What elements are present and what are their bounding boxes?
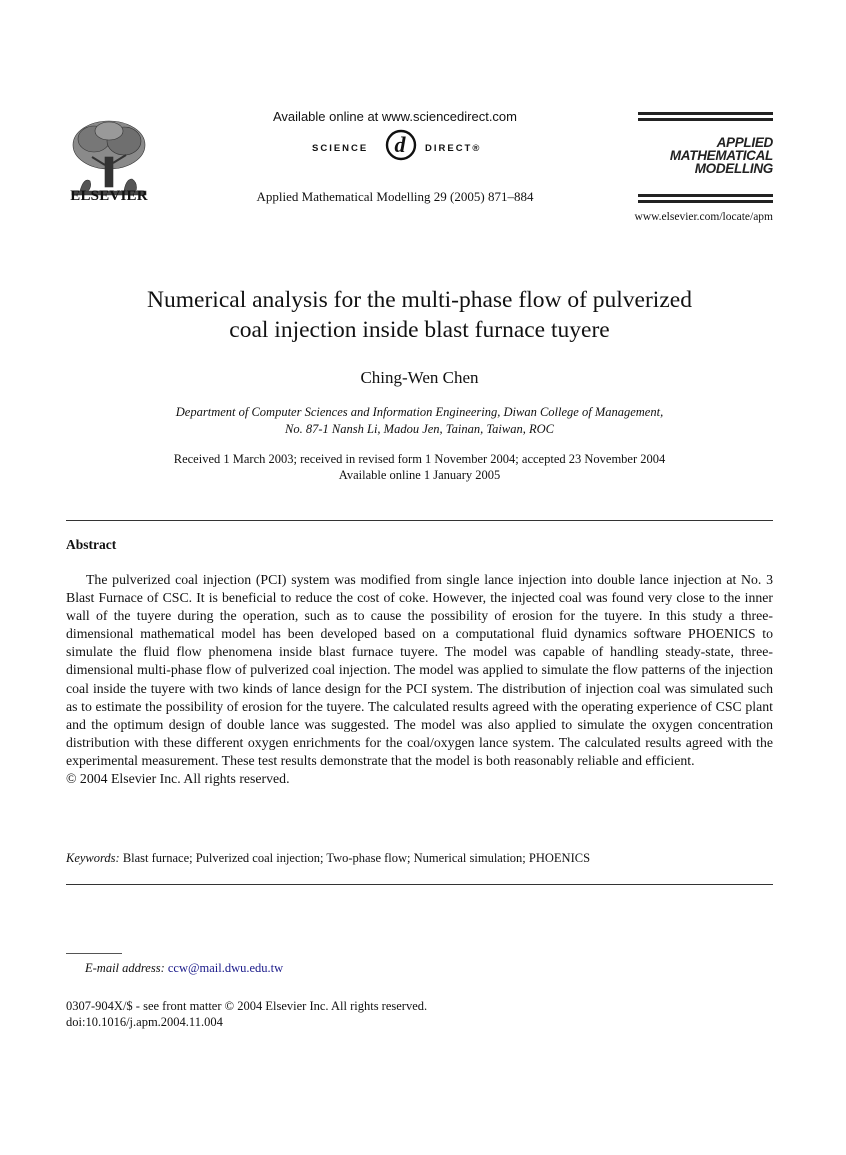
available-online-notice: Available online at www.sciencedirect.com: [273, 109, 517, 124]
section-divider: [66, 884, 773, 885]
author-name: Ching-Wen Chen: [360, 368, 479, 387]
article-title: [66, 285, 773, 345]
keywords-label: Keywords:: [66, 851, 120, 865]
affiliation-line-1: Department of Computer Sciences and Information Engineering, Diwan College of Management,: [175, 405, 664, 419]
journal-logo-rule: [638, 200, 773, 203]
email-label: E-mail address:: [85, 961, 165, 975]
sciencedirect-right-word: DIRECT®: [425, 143, 482, 154]
author-email-footnote: [85, 961, 283, 976]
article-title-line-1: Numerical analysis for the multi-phase flow of pulverized: [147, 287, 692, 313]
journal-logo-line-1: APPLIED: [716, 135, 773, 150]
journal-logo-rule: [638, 112, 773, 115]
sciencedirect-at-icon: [381, 126, 421, 162]
sciencedirect-logo: [230, 126, 560, 162]
svg-text:d: d: [394, 132, 408, 157]
journal-url-link[interactable]: www.elsevier.com/locate/apm: [634, 211, 773, 223]
front-matter: [66, 998, 427, 1030]
doi-link[interactable]: doi:10.1016/j.apm.2004.11.004: [66, 1015, 223, 1029]
front-matter-notice: 0307-904X/$ - see front matter © 2004 Elsevier Inc. All rights reserved.: [66, 999, 428, 1013]
author-affiliation: [66, 404, 773, 438]
journal-reference: Applied Mathematical Modelling 29 (2005) 871–884: [256, 189, 534, 204]
journal-logo-line-2: MATHEMATICAL: [669, 148, 773, 163]
journal-logo-line-3: MODELLING: [694, 161, 773, 176]
abstract-heading: Abstract: [66, 537, 117, 552]
available-online-date: Available online 1 January 2005: [338, 468, 501, 482]
keywords: [66, 851, 773, 866]
publisher-name: ELSEVIER: [70, 188, 148, 204]
keywords-list: Blast furnace; Pulverized coal injection; Two-phase flow; Numerical simulation; PHOENICS: [122, 851, 591, 865]
footnote-rule: [66, 953, 122, 954]
journal-logo-rule: [638, 118, 773, 121]
affiliation-line-2: No. 87-1 Nansh Li, Madou Jen, Tainan, Taiwan, ROC: [285, 422, 554, 436]
journal-logo-rule: [638, 194, 773, 197]
abstract-text: The pulverized coal injection (PCI) system was modified from single lance injection into double lance injection at No. 3 Blast Furnace of CSC. It is beneficial to reduce the cost of coke. However, the injected coal was found very close to the inner wall of the tuyere during the operation, such as to cause the possibility of erosion for the tuyere. In this study a three-dimensional mathematical model has been developed based on a computational fluid dynamics software PHOENICS to simulate the fluid flow phenomena inside blast furnace tuyere. The model was capable of handling steady-state, three-dimensional multi-phase flow of pulverized coal injection. The model was applied to simulate the flow patterns of the injection coal inside the tuyere with two kinds of lance design for the PCI system. The distribution of injection coal was simulated such as to estimate the possibility of erosion for the tuyere. The calculated results agreed with the operating experience of CSC plant and the optimum design of double lance was suggested. The model was also applied to simulate the oxygen concentration distribution with these different oxygen enrichments for the coal/oxygen lance system. The calculated results agreed with the experimental measurement. These test results demonstrate that the model is both reasonably reliable and efficient.: [66, 572, 773, 768]
journal-logo: [638, 108, 773, 206]
article-title-line-2: coal injection inside blast furnace tuyere: [229, 317, 610, 343]
article-history: [66, 451, 773, 483]
received-dates: Received 1 March 2003; received in revised form 1 November 2004; accepted 23 November 2004: [173, 452, 666, 466]
section-divider: [66, 520, 773, 521]
abstract-body: [66, 571, 773, 788]
abstract-copyright: © 2004 Elsevier Inc. All rights reserved.: [66, 771, 290, 787]
email-link[interactable]: ccw@mail.dwu.edu.tw: [167, 961, 284, 975]
sciencedirect-left-word: SCIENCE: [312, 143, 369, 154]
